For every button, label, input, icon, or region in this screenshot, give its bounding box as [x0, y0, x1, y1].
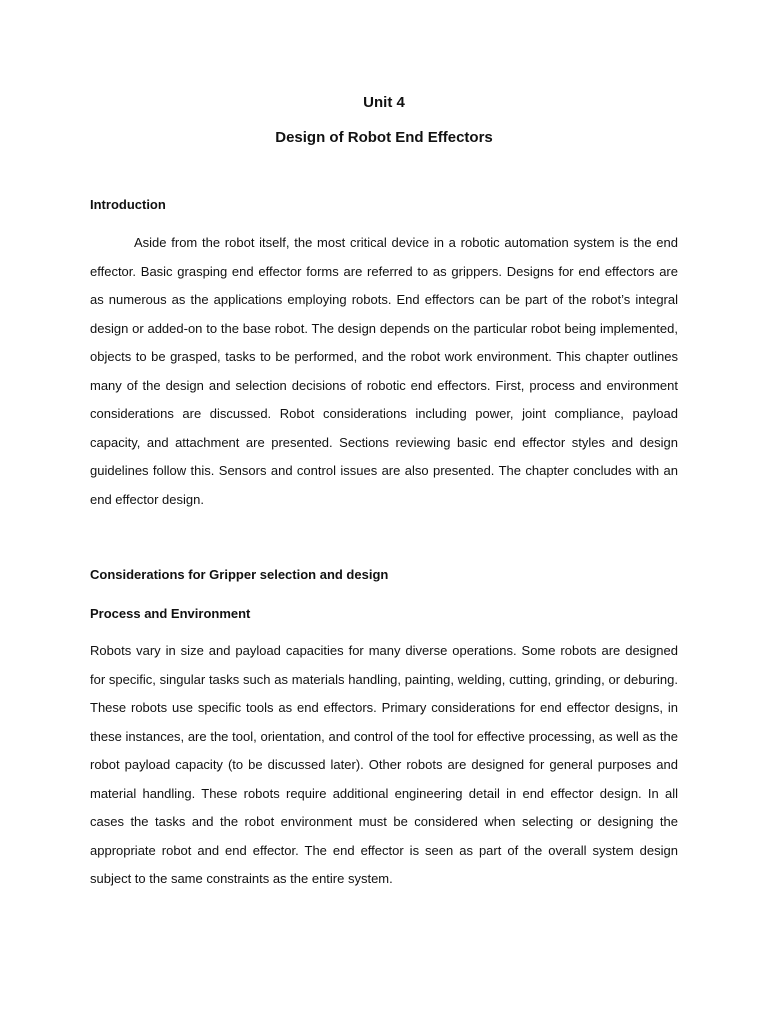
unit-label: Unit 4	[363, 94, 405, 111]
page-title: Design of Robot End Effectors	[275, 129, 493, 146]
considerations-heading: Considerations for Gripper selection and design	[90, 567, 389, 582]
process-environment-paragraph: Robots vary in size and payload capacities for many diverse operations. Some robots are designed for specific, singular tasks such as materials handling, painting, welding, cutting, grinding, or deburing. These robots use specific tools as end effectors. Primary considerations for end effector designs, in these instances, are the tool, orientation, and control of the tool for effective processing, as well as the robot payload capacity (to be discussed later). Other robots are designed for general purposes and material handling. These robots require additional engineering detail in end effector design. In all cases the tasks and the robot environment must be considered when selecting or designing the appropriate robot and end effector. The end effector is seen as part of the overall system design subject to the same constraints as the entire system.	[90, 643, 678, 886]
introduction-paragraph: Aside from the robot itself, the most critical device in a robotic automation system is the end effector. Basic grasping end effector forms are referred to as grippers. Designs for end effectors are as numerous as the applications employing robots. End effectors can be part of the robot’s integral design or added-on to the base robot. The design depends on the particular robot being implemented, objects to be grasped, tasks to be performed, and the robot work environment. This chapter outlines many of the design and selection decisions of robotic end effectors. First, process and environment considerations are discussed. Robot considerations including power, joint compliance, payload capacity, and attachment are presented. Sections reviewing basic end effector styles and design guidelines follow this. Sensors and control issues are also presented. The chapter concludes with an end effector design.	[90, 235, 678, 507]
introduction-heading: Introduction	[90, 197, 166, 212]
process-environment-heading: Process and Environment	[90, 606, 251, 621]
